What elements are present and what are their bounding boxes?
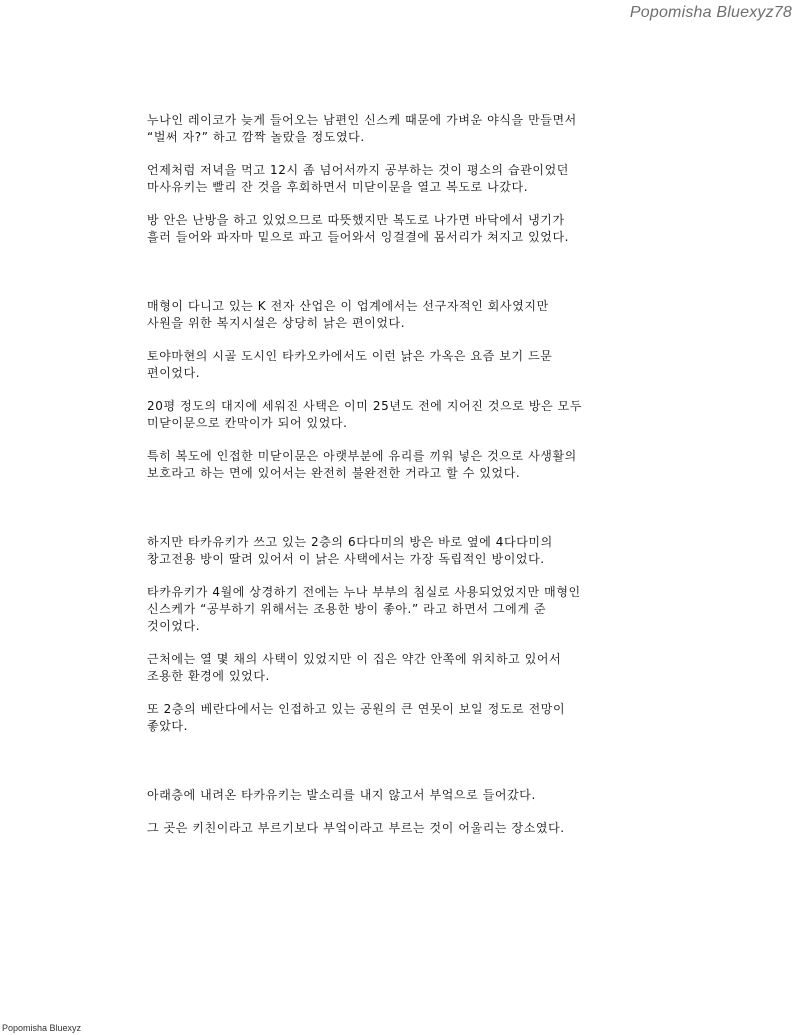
text-line: 창고전용 방이 딸려 있어서 이 낡은 사택에서는 가장 독립적인 방이었다.	[147, 552, 545, 566]
text-line: 언제처럼 저녁을 먹고 12시 좀 넘어서까지 공부하는 것이 평소의 습관이었던	[147, 163, 569, 177]
text-line: 매형이 다니고 있는 K 전자 산업은 이 업계에서는 선구자적인 회사였지만	[147, 299, 549, 313]
paragraph	[147, 701, 667, 735]
text-line: 사원을 위한 복지시설은 상당히 낡은 편이었다.	[147, 316, 406, 330]
text-line: 것이었다.	[147, 619, 201, 633]
paragraph	[147, 112, 667, 146]
paragraph	[147, 162, 667, 196]
paragraph	[147, 212, 667, 246]
text-line: 타카유키가 4월에 상경하기 전에는 누나 부부의 침실로 사용되었었지만 매형인	[147, 585, 581, 599]
paragraph	[147, 448, 667, 482]
paragraph	[147, 820, 667, 837]
paragraph	[147, 787, 667, 804]
paragraph	[147, 398, 667, 432]
section-4	[147, 787, 667, 837]
text-line: 미닫이문으로 칸막이가 되어 있었다.	[147, 416, 348, 430]
watermark-bottom: Popomisha Bluexyz	[2, 1023, 82, 1033]
section-1	[147, 112, 667, 246]
section-3	[147, 534, 667, 735]
watermark-top: Popomisha Bluexyz78	[629, 4, 792, 21]
text-line: 토야마현의 시골 도시인 타카오카에서도 이런 낡은 가옥은 요즘 보기 드문	[147, 349, 553, 363]
text-line: 편이었다.	[147, 366, 201, 380]
text-line: 20평 정도의 대지에 세워진 사택은 이미 25년도 전에 지어진 것으로 방은 모두	[147, 399, 583, 413]
text-line: 조용한 환경에 있었다.	[147, 669, 270, 683]
text-line: 아래층에 내려온 타카유키는 발소리를 내지 않고서 부엌으로 들어갔다.	[147, 788, 536, 802]
text-line: 마사유키는 빨리 잔 것을 후회하면서 미닫이문을 열고 복도로 나갔다.	[147, 180, 529, 194]
section-2	[147, 298, 667, 482]
text-line: 그 곳은 키친이라고 부르기보다 부엌이라고 부르는 것이 어울리는 장소였다.	[147, 821, 565, 835]
text-line: 근처에는 열 몇 채의 사택이 있었지만 이 집은 약간 안쪽에 위치하고 있어서	[147, 652, 562, 666]
paragraph	[147, 534, 667, 568]
text-line: 누나인 레이코가 늦게 들어오는 남편인 신스케 때문에 가벼운 야식을 만들면서	[147, 113, 577, 127]
paragraph	[147, 348, 667, 382]
text-line: 신스케가 “공부하기 위해서는 조용한 방이 좋아.” 라고 하면서 그에게 준	[147, 602, 547, 616]
document-body	[147, 112, 667, 853]
text-line: “벌써 자?” 하고 깜짝 놀랐을 정도였다.	[147, 130, 365, 144]
text-line: 하지만 타카유키가 쓰고 있는 2층의 6다다미의 방은 바로 옆에 4다다미의	[147, 535, 553, 549]
paragraph	[147, 584, 667, 635]
text-line: 방 안은 난방을 하고 있었으므로 따뜻했지만 복도로 나가면 바닥에서 냉기가	[147, 213, 565, 227]
paragraph	[147, 298, 667, 332]
text-line: 좋았다.	[147, 719, 188, 733]
text-line: 보호라고 하는 면에 있어서는 완전히 불완전한 거라고 할 수 있었다.	[147, 466, 521, 480]
text-line: 특히 복도에 인접한 미닫이문은 아랫부분에 유리를 끼워 넣은 것으로 사생활의	[147, 449, 577, 463]
text-line: 또 2층의 베란다에서는 인접하고 있는 공원의 큰 연못이 보일 정도로 전망이	[147, 702, 566, 716]
paragraph	[147, 651, 667, 685]
text-line: 흘러 들어와 파자마 밑으로 파고 들어와서 잉걸결에 몸서리가 쳐지고 있었다.	[147, 230, 570, 244]
